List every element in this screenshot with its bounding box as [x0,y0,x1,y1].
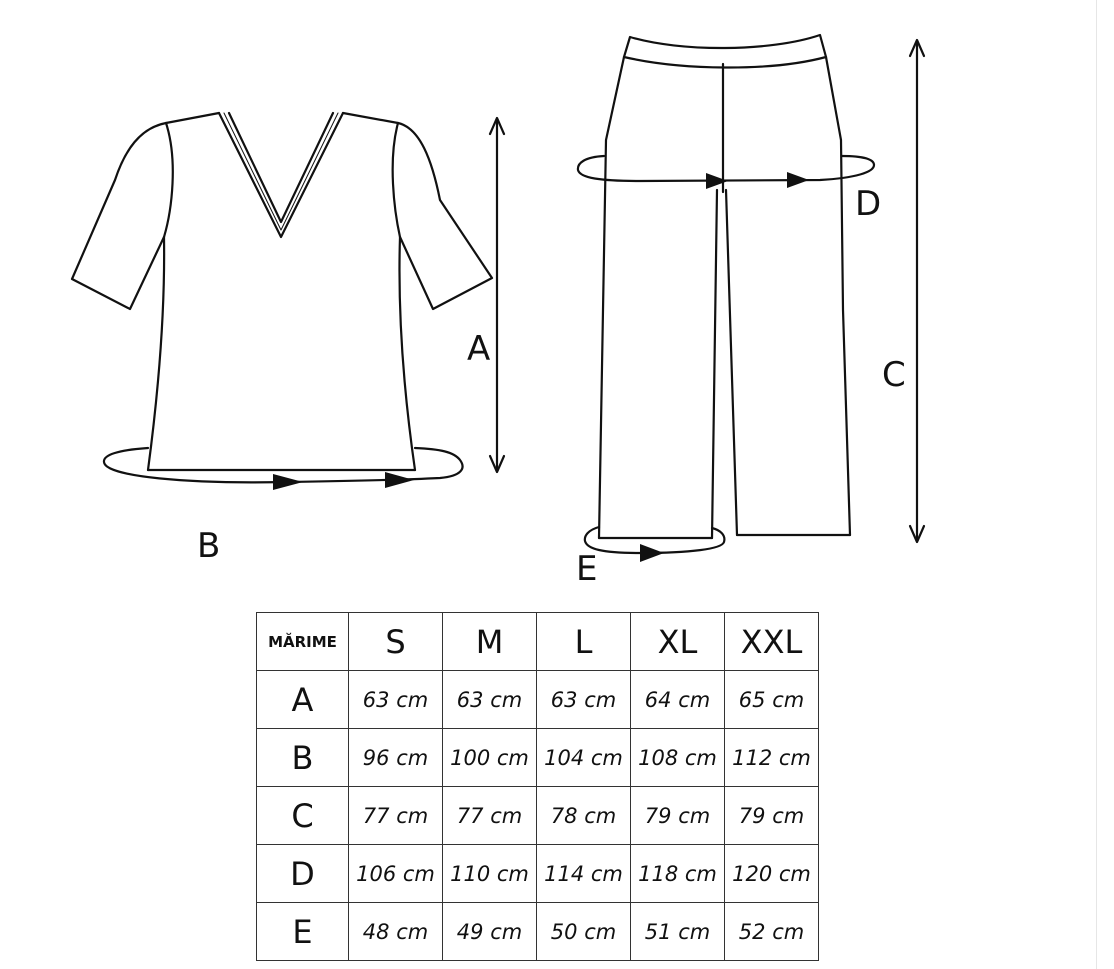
cell-c-s: 77 cm [349,787,443,845]
pants-right-outer [826,57,850,535]
tshirt-outline [72,113,492,470]
cell-d-xl: 118 cm [631,845,725,903]
cell-a-xxl: 65 cm [725,671,819,729]
cell-c-l: 78 cm [537,787,631,845]
table-row-d [257,845,819,903]
measure-b-arrowhead-1 [273,474,303,490]
cell-d-m: 110 cm [443,845,537,903]
table-row-a [257,671,819,729]
pants-waistband [624,35,826,68]
size-header-xxl: XXL [725,613,819,671]
measure-c-arrow [910,40,924,542]
label-d: D [855,184,882,224]
label-b: B [197,526,221,566]
row-label-c: C [257,787,349,845]
pants-left-outer [599,57,624,538]
cell-d-s: 106 cm [349,845,443,903]
label-a: A [467,329,491,369]
cell-e-xxl: 52 cm [725,903,819,961]
tshirt-body-left [148,123,173,470]
measure-e-arrowhead [640,544,664,562]
tshirt-shoulder-right [343,113,398,123]
measure-d-arrowhead-2 [787,172,809,188]
tshirt-shoulder-left [166,113,219,123]
size-header-xl: XL [631,613,725,671]
tshirt-vneck-inner [229,113,333,222]
corner-label: MĂRIME [257,613,349,671]
table-row-c [257,787,819,845]
label-c: C [882,355,906,395]
size-header-s: S [349,613,443,671]
cell-c-xxl: 79 cm [725,787,819,845]
row-label-b: B [257,729,349,787]
size-header-m: M [443,613,537,671]
measure-d-loop [578,156,874,181]
cell-e-xl: 51 cm [631,903,725,961]
cell-e-m: 49 cm [443,903,537,961]
cell-a-s: 63 cm [349,671,443,729]
tshirt-body-right [393,123,415,470]
measure-a-arrow [490,118,504,472]
cell-b-s: 96 cm [349,729,443,787]
measure-e-loop [585,527,725,553]
table-header-row [257,613,819,671]
cell-c-xl: 79 cm [631,787,725,845]
pants-right-inseam [726,190,737,535]
table-row-b [257,729,819,787]
cell-e-s: 48 cm [349,903,443,961]
measure-d-arrowhead-1 [706,173,728,189]
size-chart-table [256,612,819,961]
row-label-e: E [257,903,349,961]
cell-d-l: 114 cm [537,845,631,903]
tshirt-vneck-band [224,113,338,230]
table-row-e [257,903,819,961]
cell-a-m: 63 cm [443,671,537,729]
cell-b-xxl: 112 cm [725,729,819,787]
row-label-d: D [257,845,349,903]
cell-e-l: 50 cm [537,903,631,961]
cell-c-m: 77 cm [443,787,537,845]
cell-b-m: 100 cm [443,729,537,787]
tshirt-right-sleeve [398,123,492,309]
cell-d-xxl: 120 cm [725,845,819,903]
size-header-l: L [537,613,631,671]
cell-a-l: 63 cm [537,671,631,729]
cell-b-l: 104 cm [537,729,631,787]
pants-left-inseam [712,190,717,538]
pants-outline [599,35,850,538]
cell-b-xl: 108 cm [631,729,725,787]
tshirt-left-sleeve [72,123,166,309]
label-e: E [576,549,598,589]
measure-b-arrowhead-2 [385,472,414,488]
row-label-a: A [257,671,349,729]
cell-a-xl: 64 cm [631,671,725,729]
